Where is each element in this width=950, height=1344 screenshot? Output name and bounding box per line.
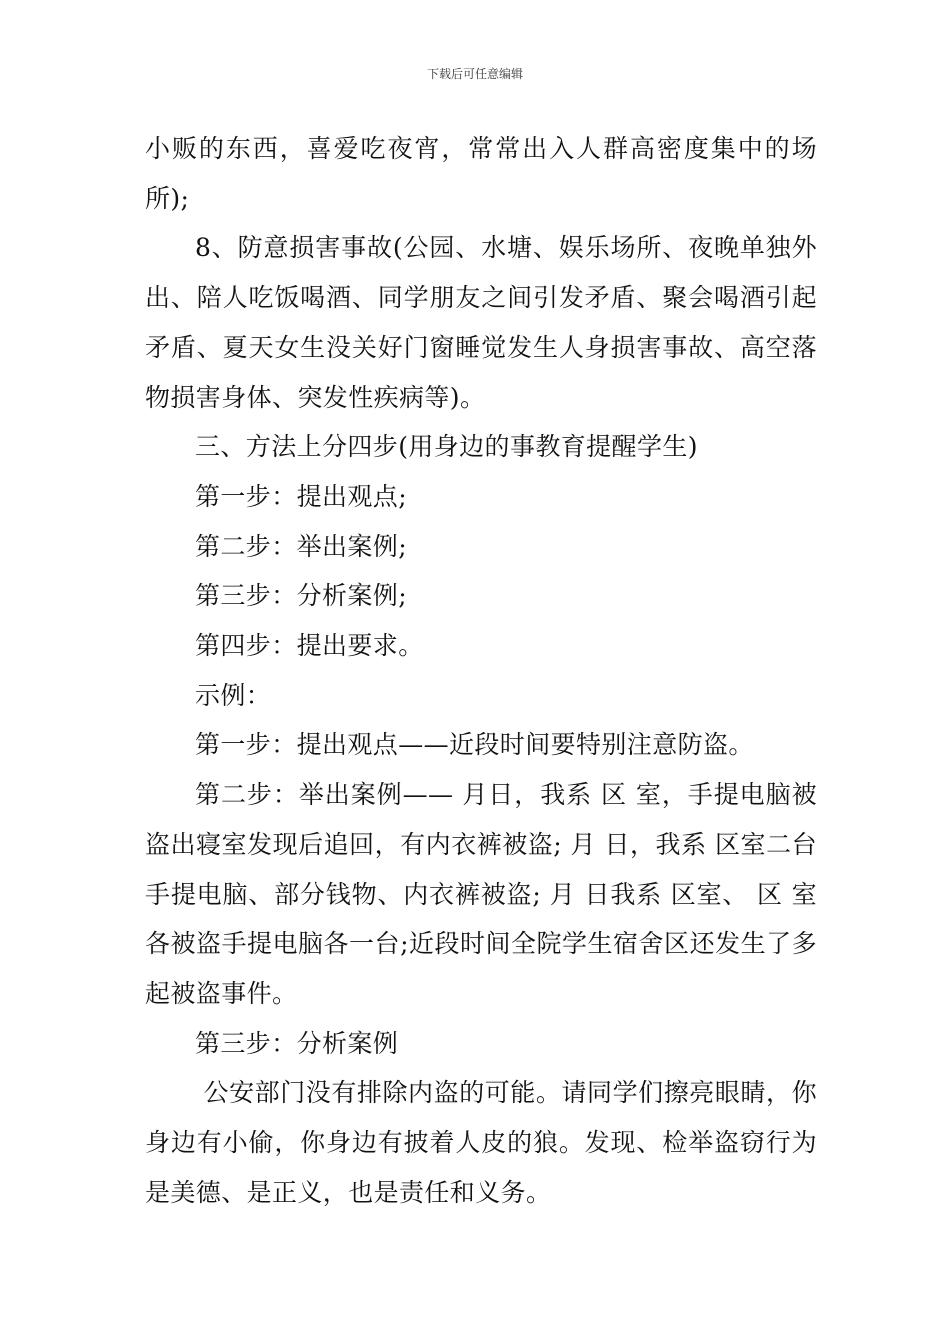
list-item: 第一步：提出观点; [195, 481, 408, 511]
list-item: 第二步：举出案例; [195, 531, 408, 561]
list-item: 第四步：提出要求。 [195, 631, 424, 661]
paragraph: 8、防意损害事故(公园、水塘、娱乐场所、夜晚单独外出、陪人吃饭喝酒、同学朋友之间引发矛盾、聚会喝酒引起矛盾、夏天女生没关好门窗睡觉发生人身损害事故、高空落物损害身体、突发性疾病等)。 [145, 233, 817, 412]
list-item: 第三步：分析案例; [195, 581, 408, 611]
paragraph: 第三步：分析案例 [195, 1028, 399, 1058]
page-header: 下载后可任意编辑 [426, 67, 523, 81]
paragraph: 第一步：提出观点——近段时间要特别注意防盗。 [195, 730, 754, 760]
document-body [145, 124, 817, 1217]
section-heading: 三、方法上分四步(用身边的事教育提醒学生) [195, 432, 698, 462]
paragraph: 公安部门没有排除内盗的可能。请同学们擦亮眼睛，你身边有小偷，你身边有披着人皮的狼。发现、检举盗窃行为是美德、是正义，也是责任和义务。 [145, 1078, 817, 1207]
example-label: 示例： [195, 680, 272, 710]
paragraph: 第二步：举出案例—— 月日，我系 区 室，手提电脑被盗出寝室发现后追回，有内衣裤被盗; 月 日，我系 区室二台手提电脑、部分钱物、内衣裤被盗; 月 日我系 区室、 区 室各被盗手提电脑各一台;近段时间全院学生宿舍区还发生了多起被盗事件。 [145, 780, 817, 1008]
paragraph: 小贩的东西，喜爱吃夜宵，常常出入人群高密度集中的场所); [145, 134, 817, 213]
